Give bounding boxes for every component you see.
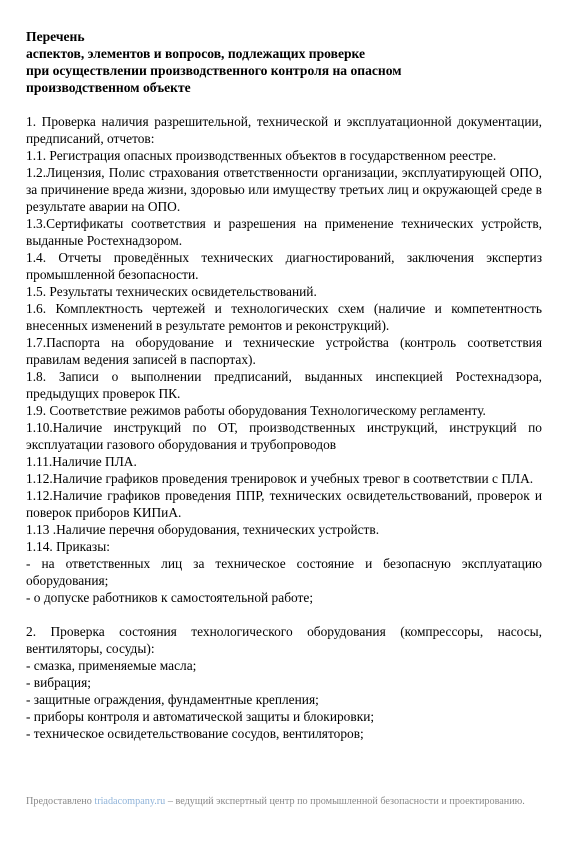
paragraph: - смазка, применяемые масла; — [26, 658, 197, 673]
document-body — [26, 113, 542, 742]
heading-line: производственном объекте — [26, 80, 191, 95]
document-heading — [26, 28, 542, 96]
paragraph: - о допуске работников к самостоятельной работе; — [26, 590, 314, 605]
document-page — [26, 28, 542, 742]
paragraph: 1.8. Записи о выполнении предписаний, выданных инспекцией Ростехнадзора, предыдущих проверок ПК. — [26, 369, 542, 401]
paragraph: 1. Проверка наличия разрешительной, технической и эксплуатационной документации, предписаний, отчетов: — [26, 114, 542, 146]
heading-line: при осуществлении производственного контроля на опасном — [26, 63, 402, 78]
paragraph: 1.12.Наличие графиков проведения тренировок и учебных тревог в соответствии с ПЛА. — [26, 471, 534, 486]
paragraph: 1.4. Отчеты проведённых технических диагностирований, заключения экспертиз промышленной безопасности. — [26, 250, 542, 282]
paragraph: 1.14. Приказы: — [26, 539, 110, 554]
paragraph: - вибрация; — [26, 675, 91, 690]
blank-line — [26, 606, 542, 623]
paragraph: 1.6. Комплектность чертежей и технологических схем (наличие и компетентность внесенных изменений в результате ремонтов и реконструкций). — [26, 301, 542, 333]
paragraph: 1.2.Лицензия, Полис страхования ответственности организации, эксплуатирующей ОПО, за причинение вреда жизни, здоровью или имуществу третьих лиц и окружающей среде в результате аварии на ОПО. — [26, 165, 542, 214]
footer-note — [26, 795, 526, 808]
heading-line: Перечень — [26, 29, 85, 44]
paragraph: 1.9. Соответствие режимов работы оборудования Технологическому регламенту. — [26, 403, 486, 418]
footer-suffix: – ведущий экспертный центр по промышленной безопасности и проектированию. — [165, 796, 525, 807]
paragraph: 1.12.Наличие графиков проведения ППР, технических освидетельствований, проверок и поверок приборов КИПиА. — [26, 488, 542, 520]
paragraph: 1.1. Регистрация опасных производственных объектов в государственном реестре. — [26, 148, 497, 163]
paragraph: 1.10.Наличие инструкций по ОТ, производственных инструкций, инструкций по эксплуатации газового оборудования и трубопроводов — [26, 420, 542, 452]
paragraph: 1.3.Сертификаты соответствия и разрешения на применение технических устройств, выданные Ростехнадзором. — [26, 216, 542, 248]
footer-link[interactable]: triadacompany.ru — [94, 796, 166, 807]
footer-prefix: Предоставлено — [26, 796, 95, 807]
paragraph: - защитные ограждения, фундаментные крепления; — [26, 692, 319, 707]
paragraph: - приборы контроля и автоматической защиты и блокировки; — [26, 709, 375, 724]
paragraph: 1.7.Паспорта на оборудование и технические устройства (контроль соответствия правилам ведения записей в паспортах). — [26, 335, 542, 367]
paragraph: 2. Проверка состояния технологического оборудования (компрессоры, насосы, вентиляторы, сосуды): — [26, 624, 542, 656]
paragraph: 1.13 .Наличие перечня оборудования, технических устройств. — [26, 522, 380, 537]
heading-line: аспектов, элементов и вопросов, подлежащих проверке — [26, 46, 366, 61]
paragraph: 1.11.Наличие ПЛА. — [26, 454, 137, 469]
paragraph: 1.5. Результаты технических освидетельствований. — [26, 284, 317, 299]
paragraph: - на ответственных лиц за техническое состояние и безопасную эксплуатацию оборудования; — [26, 556, 542, 588]
paragraph: - техническое освидетельствование сосудов, вентиляторов; — [26, 726, 364, 741]
